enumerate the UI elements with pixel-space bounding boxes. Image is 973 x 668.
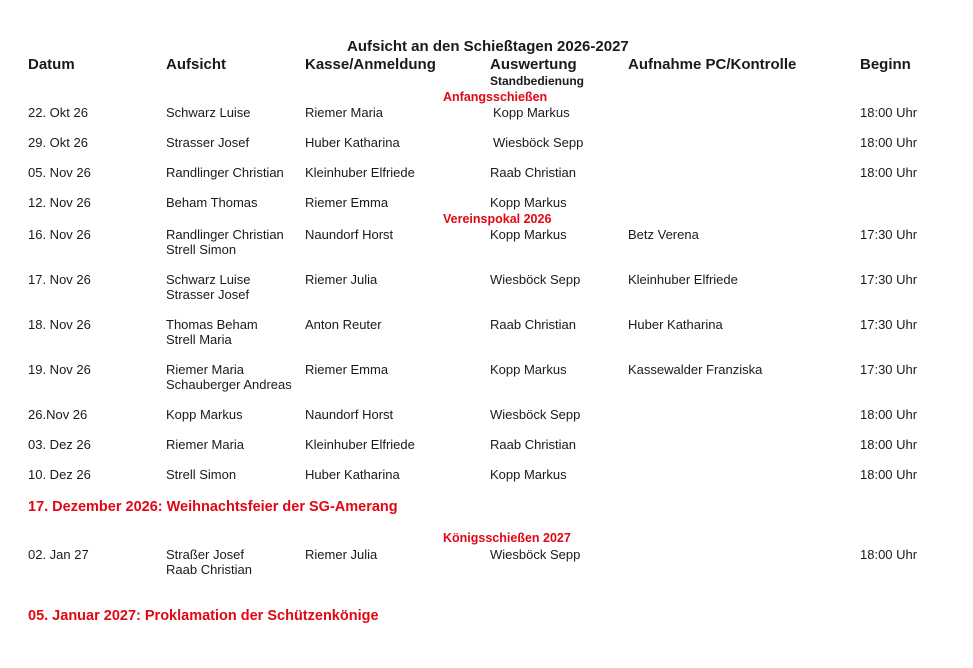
cell-aufsicht-second: Schauberger Andreas — [166, 377, 292, 392]
cell-kasse: Riemer Emma — [305, 362, 389, 377]
cell-auswertung: Raab Christian — [490, 165, 576, 180]
notice-weihnachtsfeier: 17. Dezember 2026: Weihnachtsfeier der SG-Amerang — [28, 499, 398, 515]
page-title: Aufsicht an den Schießtagen 2026-2027 — [347, 38, 629, 55]
cell-kasse: Riemer Maria — [305, 105, 384, 120]
cell-aufsicht: Strasser Josef — [166, 135, 250, 150]
header-aufsicht: Aufsicht — [166, 56, 226, 73]
cell-kasse: Riemer Julia — [305, 272, 378, 287]
cell-auswertung: Wiesböck Sepp — [490, 272, 581, 287]
cell-auswertung: Kopp Markus — [493, 105, 570, 120]
cell-kasse: Riemer Emma — [305, 195, 389, 210]
cell-aufnahme: Kleinhuber Elfriede — [628, 272, 738, 287]
cell-aufsicht: Beham Thomas — [166, 195, 258, 210]
cell-auswertung: Raab Christian — [490, 437, 576, 452]
cell-aufsicht: Straßer Josef — [166, 547, 245, 562]
header-auswertung: Auswertung — [490, 56, 577, 73]
cell-aufsicht: Schwarz Luise — [166, 105, 251, 120]
cell-datum: 03. Dez 26 — [28, 437, 91, 452]
cell-kasse: Naundorf Horst — [305, 227, 394, 242]
cell-auswertung: Kopp Markus — [490, 362, 567, 377]
cell-beginn: 18:00 Uhr — [860, 467, 918, 482]
cell-auswertung: Kopp Markus — [490, 227, 567, 242]
cell-kasse: Naundorf Horst — [305, 407, 394, 422]
cell-datum: 10. Dez 26 — [28, 467, 91, 482]
cell-aufsicht: Strell Simon — [166, 467, 237, 482]
cell-beginn: 18:00 Uhr — [860, 105, 918, 120]
header-aufnahme: Aufnahme PC/Kontrolle — [628, 56, 797, 73]
cell-datum: 18. Nov 26 — [28, 317, 91, 332]
cell-beginn: 17:30 Uhr — [860, 227, 918, 242]
section-vereinspokal: Vereinspokal 2026 — [443, 212, 552, 226]
cell-kasse: Anton Reuter — [305, 317, 382, 332]
cell-datum: 17. Nov 26 — [28, 272, 91, 287]
cell-datum: 02. Jan 27 — [28, 547, 89, 562]
cell-auswertung: Kopp Markus — [490, 195, 567, 210]
cell-kasse: Huber Katharina — [305, 135, 400, 150]
cell-auswertung: Raab Christian — [490, 317, 576, 332]
section-anfangsschiessen: Anfangsschießen — [443, 90, 548, 104]
cell-datum: 26.Nov 26 — [28, 407, 88, 422]
cell-aufnahme: Huber Katharina — [628, 317, 723, 332]
cell-auswertung: Kopp Markus — [490, 467, 567, 482]
cell-aufsicht: Kopp Markus — [166, 407, 243, 422]
cell-datum: 19. Nov 26 — [28, 362, 91, 377]
cell-beginn: 18:00 Uhr — [860, 165, 918, 180]
cell-auswertung: Wiesböck Sepp — [490, 407, 581, 422]
cell-auswertung: Wiesböck Sepp — [490, 547, 581, 562]
header-kasse: Kasse/Anmeldung — [305, 56, 436, 73]
cell-aufsicht: Schwarz Luise — [166, 272, 251, 287]
cell-aufnahme: Betz Verena — [628, 227, 699, 242]
cell-kasse: Kleinhuber Elfriede — [305, 165, 415, 180]
cell-kasse: Riemer Julia — [305, 547, 378, 562]
cell-aufsicht: Randlinger Christian — [166, 227, 284, 242]
header-datum: Datum — [28, 56, 75, 73]
cell-aufsicht: Riemer Maria — [166, 437, 245, 452]
cell-datum: 16. Nov 26 — [28, 227, 91, 242]
cell-auswertung: Wiesböck Sepp — [493, 135, 584, 150]
cell-beginn: 17:30 Uhr — [860, 317, 918, 332]
cell-aufsicht-second: Strasser Josef — [166, 287, 250, 302]
cell-beginn: 18:00 Uhr — [860, 135, 918, 150]
header-beginn: Beginn — [860, 56, 911, 73]
cell-datum: 05. Nov 26 — [28, 165, 91, 180]
notice-proklamation: 05. Januar 2027: Proklamation der Schützenkönige — [28, 608, 379, 624]
cell-beginn: 18:00 Uhr — [860, 547, 918, 562]
section-koenigsschiessen: Königsschießen 2027 — [443, 531, 571, 545]
cell-datum: 22. Okt 26 — [28, 105, 88, 120]
header-standbedienung: Standbedienung — [490, 74, 584, 88]
cell-aufnahme: Kassewalder Franziska — [628, 362, 763, 377]
cell-beginn: 18:00 Uhr — [860, 437, 918, 452]
cell-aufsicht-second: Strell Maria — [166, 332, 232, 347]
cell-datum: 29. Okt 26 — [28, 135, 88, 150]
cell-aufsicht: Randlinger Christian — [166, 165, 284, 180]
cell-aufsicht-second: Strell Simon — [166, 242, 237, 257]
cell-aufsicht: Thomas Beham — [166, 317, 258, 332]
cell-aufsicht: Riemer Maria — [166, 362, 245, 377]
cell-beginn: 18:00 Uhr — [860, 407, 918, 422]
cell-beginn: 17:30 Uhr — [860, 362, 918, 377]
cell-beginn: 17:30 Uhr — [860, 272, 918, 287]
cell-kasse: Huber Katharina — [305, 467, 400, 482]
cell-kasse: Kleinhuber Elfriede — [305, 437, 415, 452]
cell-datum: 12. Nov 26 — [28, 195, 91, 210]
cell-aufsicht-second: Raab Christian — [166, 562, 252, 577]
